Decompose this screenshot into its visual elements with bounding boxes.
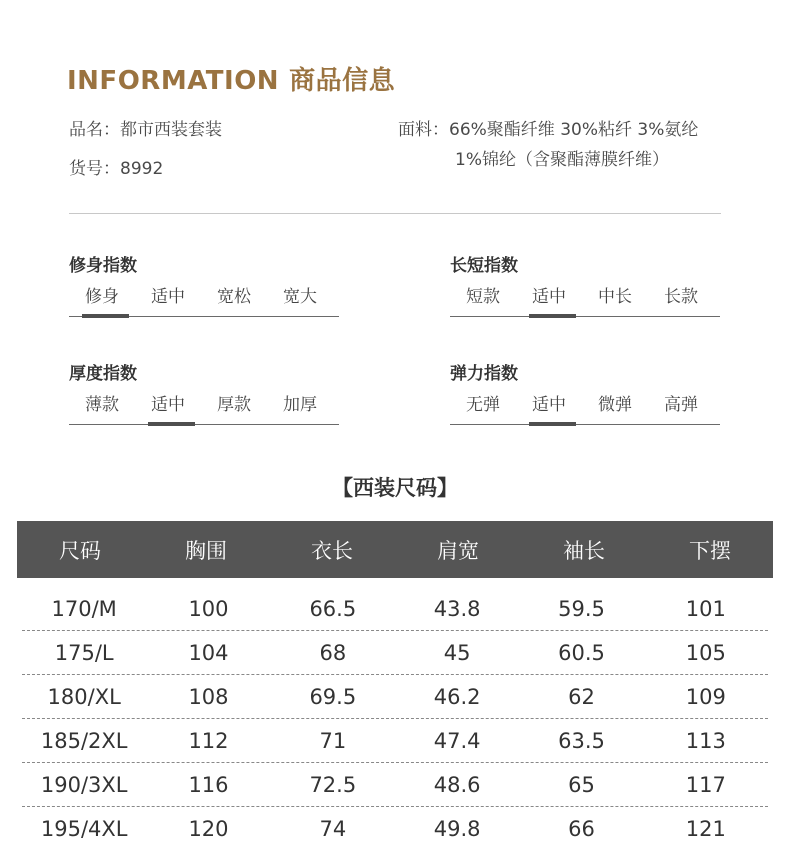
table-cell: 59.5 — [558, 597, 605, 621]
stretch-index-scale — [450, 393, 720, 425]
table-cell: 101 — [685, 597, 726, 621]
size-table-title: 【西装尺码】 — [332, 476, 458, 500]
thickness-index-title: 厚度指数 — [69, 364, 137, 384]
table-cell: 109 — [685, 685, 726, 709]
column-header: 胸围 — [185, 538, 227, 563]
length-index-title: 长短指数 — [450, 256, 518, 276]
length-option-1: 适中 — [516, 285, 582, 316]
column-header: 下摆 — [689, 538, 731, 563]
table-row — [22, 763, 768, 807]
table-cell: 71 — [319, 729, 347, 753]
table-cell: 74 — [319, 817, 347, 841]
table-cell: 175/L — [54, 641, 114, 665]
table-cell: 105 — [685, 641, 726, 665]
size-table-header — [17, 521, 773, 578]
fit-option-2: 宽松 — [217, 287, 251, 307]
thickness-option-1: 适中 — [135, 393, 201, 424]
table-cell: 108 — [188, 685, 229, 709]
table-cell: 190/3XL — [40, 773, 128, 797]
table-cell: 60.5 — [558, 641, 605, 665]
fit-index-scale — [69, 285, 339, 317]
table-cell: 63.5 — [558, 729, 605, 753]
section-header — [67, 60, 395, 97]
table-cell: 100 — [188, 597, 229, 621]
table-row — [22, 631, 768, 675]
stretch-option-2: 微弹 — [598, 395, 632, 415]
table-cell: 46.2 — [433, 685, 481, 709]
table-cell: 66.5 — [309, 597, 357, 621]
stretch-option-3: 高弹 — [664, 395, 698, 415]
header-cn: 商品信息 — [289, 66, 396, 96]
product-name: 品名：都市西装套装 — [69, 120, 222, 140]
section-divider — [69, 213, 721, 214]
fabric-line-1: 面料：66%聚酯纤维 30%粘纤 3%氨纶 — [398, 120, 699, 140]
table-row — [22, 719, 768, 763]
header-en: INFORMATION — [67, 66, 280, 96]
table-cell: 195/4XL — [40, 817, 128, 841]
table-cell: 120 — [188, 817, 229, 841]
table-cell: 68 — [319, 641, 347, 665]
table-row — [22, 807, 768, 850]
table-cell: 47.4 — [433, 729, 481, 753]
thickness-option-2: 厚款 — [217, 395, 251, 415]
thickness-option-0: 薄款 — [85, 395, 119, 415]
column-header: 衣长 — [311, 538, 353, 563]
length-option-2: 中长 — [598, 287, 632, 307]
column-header: 肩宽 — [437, 538, 479, 563]
table-cell: 116 — [188, 773, 229, 797]
table-cell: 43.8 — [433, 597, 481, 621]
fit-option-1: 适中 — [151, 287, 185, 307]
stretch-index — [450, 359, 720, 425]
length-index-scale — [450, 285, 720, 317]
table-cell: 185/2XL — [40, 729, 128, 753]
table-cell: 72.5 — [309, 773, 357, 797]
table-cell: 69.5 — [309, 685, 357, 709]
table-cell: 66 — [568, 817, 595, 841]
stretch-option-1: 适中 — [516, 393, 582, 424]
table-cell: 121 — [685, 817, 726, 841]
fit-option-3: 宽大 — [283, 287, 317, 307]
fit-option-0: 修身 — [69, 285, 135, 316]
table-cell: 113 — [685, 729, 726, 753]
column-header: 尺码 — [59, 538, 101, 563]
thickness-index — [69, 359, 339, 425]
length-option-0: 短款 — [466, 287, 500, 307]
table-cell: 180/XL — [47, 685, 121, 709]
table-cell: 112 — [188, 729, 229, 753]
column-header: 袖长 — [563, 538, 605, 563]
table-cell: 170/M — [51, 597, 117, 621]
table-row — [22, 587, 768, 631]
length-option-3: 长款 — [664, 287, 698, 307]
table-cell: 45 — [443, 641, 471, 665]
table-cell: 62 — [568, 685, 595, 709]
fit-index-title: 修身指数 — [69, 256, 137, 276]
stretch-option-0: 无弹 — [466, 395, 500, 415]
size-table-body — [17, 587, 773, 850]
table-row — [22, 675, 768, 719]
thickness-index-scale — [69, 393, 339, 425]
table-cell: 49.8 — [433, 817, 481, 841]
stretch-index-title: 弹力指数 — [450, 364, 518, 384]
product-code: 货号：8992 — [69, 159, 164, 179]
length-index — [450, 251, 720, 317]
size-table — [17, 521, 773, 850]
fit-index — [69, 251, 339, 317]
thickness-option-3: 加厚 — [283, 395, 317, 415]
table-cell: 65 — [568, 773, 595, 797]
product-fabric — [398, 115, 698, 175]
table-cell: 104 — [188, 641, 229, 665]
table-cell: 117 — [685, 773, 726, 797]
fabric-line-2: 1%锦纶（含聚酯薄膜纤维） — [455, 150, 669, 170]
table-cell: 48.6 — [433, 773, 481, 797]
